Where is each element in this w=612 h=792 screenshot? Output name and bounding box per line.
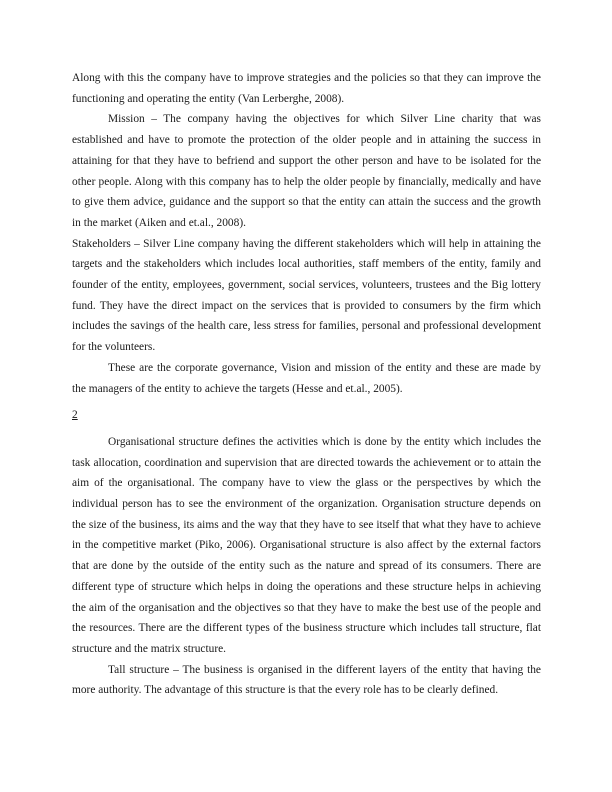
- paragraph-tall-structure: Tall structure – The business is organised in the different layers of the entity that having the more authority. The advantage of this structure is that the every role has to be clearly defined.: [72, 663, 541, 697]
- paragraph-mission: Mission – The company having the objectives for which Silver Line charity that was established and have to promote the protection of the older people and in attaining the success in attaining for that they have to befriend and support the other person and have to be isolated for the other people. Along with this company has to help the older people by financially, medically and have to give them advice, guidance and the support so that the entity can attain the success and the growth in the market (Aiken and et.al., 2008).: [72, 113, 541, 229]
- paragraph-organisational-structure: Organisational structure defines the activities which is done by the entity which includes the task allocation, coordination and supervision that are directed towards the achievement or to attain the aim of the organisational. The company have to view the glass or the perspectives by which the individual person has to see the environment of the organization. Organisation structure depends on the size of the business, its aims and the way that they have to see itself that what they have to achieve in the competitive market (Piko, 2006). Organisational structure is also affect by the external factors that are done by the outside of the entity such as the nature and spread of its consumers. There are different type of structure which helps in doing the operations and these structure helps in achieving the aim of the organisation and the objectives so that they have to make the best use of the people and the resources. There are the different types of the business structure which includes tall structure, flat structure and the matrix structure.: [72, 435, 541, 655]
- paragraph-strategies: Along with this the company have to improve strategies and the policies so that they can improve the functioning and operating the entity (Van Lerberghe, 2008).: [72, 72, 541, 105]
- paragraph-stakeholders: Stakeholders – Silver Line company having the different stakeholders which will help in attaining the targets and the stakeholders which includes local authorities, staff members of the entity, family and founder of the entity, employees, government, social services, volunteers, trustees and the Big lottery fund. They have the direct impact on the services that is provided to consumers by the firm which includes the savings of the health care, less stress for families, personal and professional development for the volunteers.: [72, 237, 541, 354]
- section-number: 2: [72, 409, 78, 422]
- document-page: [72, 68, 541, 701]
- paragraph-governance: These are the corporate governance, Vision and mission of the entity and these are made by the managers of the entity to achieve the targets (Hesse and et.al., 2005).: [72, 361, 541, 395]
